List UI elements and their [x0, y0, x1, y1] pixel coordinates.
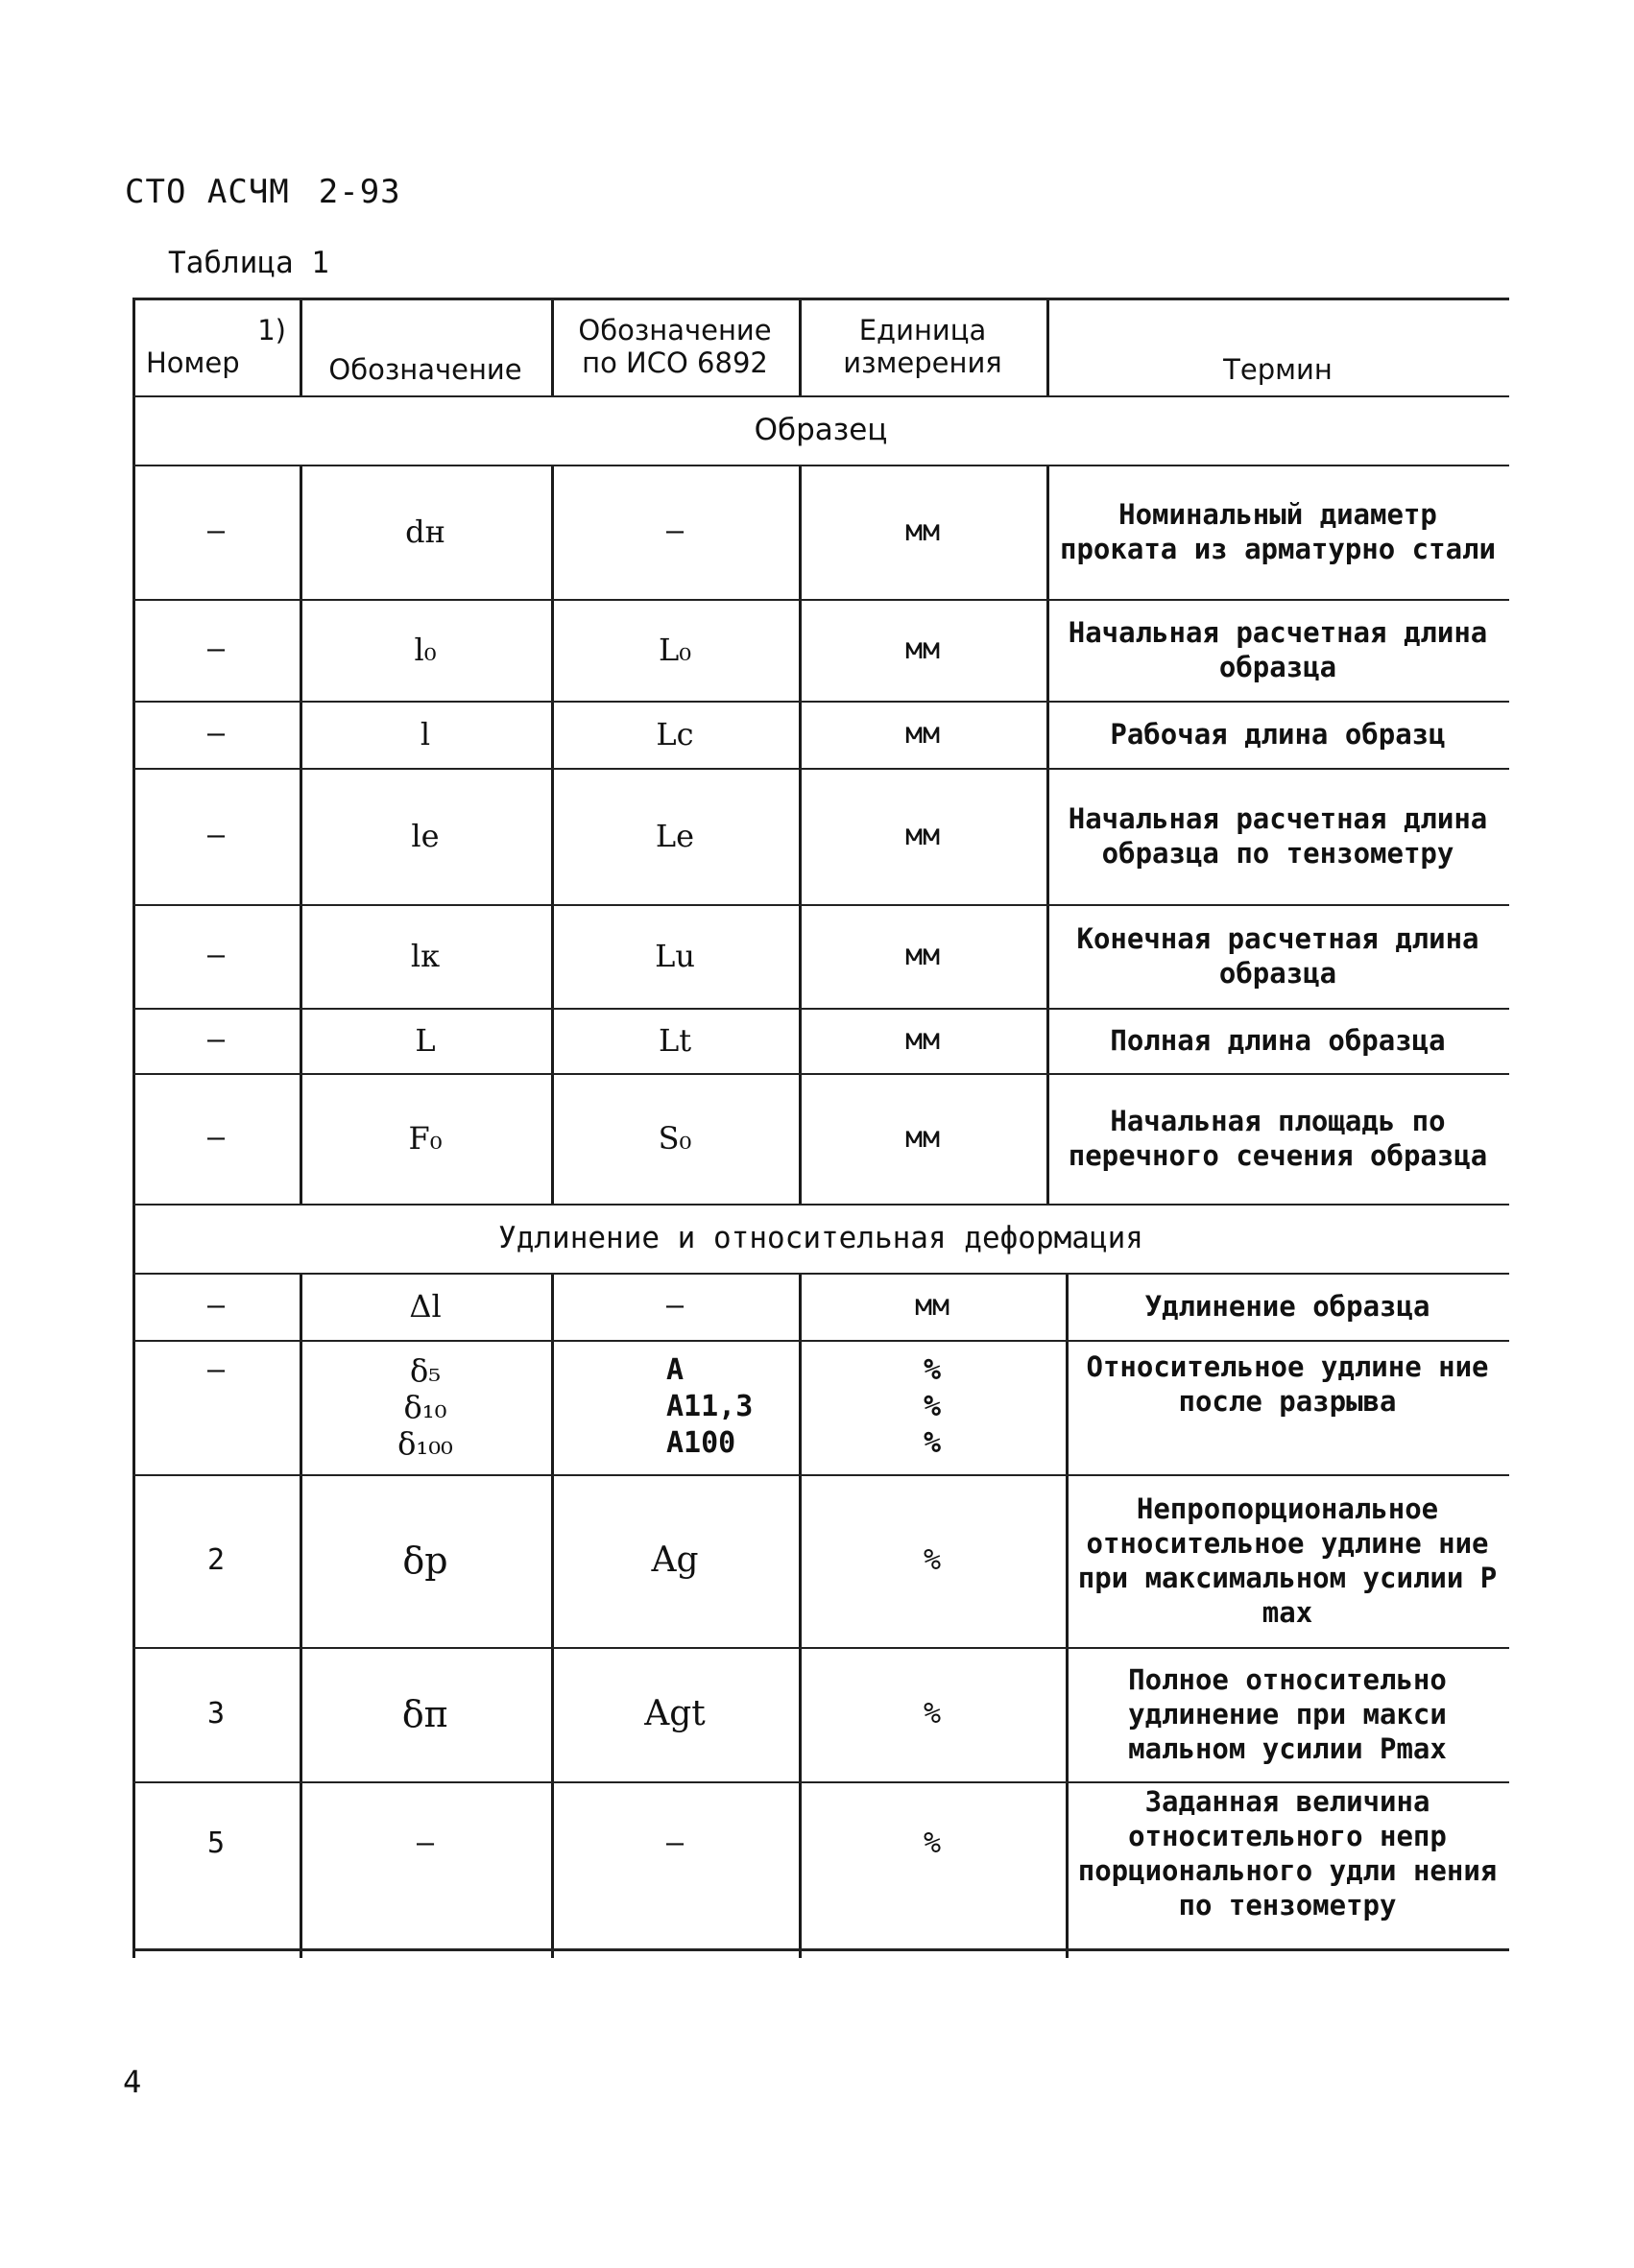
cell-symbol: Δl: [409, 1288, 442, 1325]
header-unit: Единица измерения: [843, 314, 1002, 379]
cell-number: –: [206, 633, 226, 666]
cell-symbol: L: [415, 1022, 436, 1059]
cell-iso: Lc: [656, 716, 694, 752]
unit-percent: %: [923, 1353, 942, 1387]
cell-number: 2: [206, 1543, 226, 1577]
cell-iso: Le: [655, 818, 695, 854]
header-number: [132, 298, 300, 395]
cell-unit: мм: [904, 514, 941, 548]
cell-unit: %: [923, 1826, 942, 1860]
cell-number: 3: [206, 1697, 226, 1731]
symbol-delta-100: δ₁₀₀: [397, 1425, 453, 1462]
cell-symbol-group: [300, 1340, 551, 1474]
cell-iso-group: [551, 1340, 799, 1474]
cell-number: –: [206, 1023, 226, 1057]
symbol-delta-10: δ₁₀: [403, 1389, 447, 1425]
iso-a11: A11,3: [666, 1390, 754, 1423]
cell-number: –: [206, 717, 226, 751]
iso-a100: A100: [666, 1426, 736, 1460]
table-border-bottom: [132, 1948, 1509, 1951]
cell-iso: Ag: [651, 1540, 699, 1580]
cell-number: 5: [206, 1826, 226, 1860]
section-title: Удлинение и относительная деформация: [498, 1221, 1143, 1255]
cell-term: Номинальный диаметр проката из арматурно стали: [1060, 498, 1496, 565]
cell-symbol: δp: [402, 1540, 448, 1582]
cell-term: Непропорциональное относительное удлине ние при максимальном усилии P max: [1077, 1492, 1498, 1629]
cell-unit: мм: [914, 1289, 950, 1323]
number-footnote: 1): [257, 314, 286, 346]
section-title: Образец: [754, 413, 888, 447]
cell-symbol: lк: [410, 938, 441, 974]
cell-number: –: [206, 819, 226, 852]
cell-symbol: –: [416, 1826, 435, 1860]
unit-percent: %: [923, 1426, 942, 1460]
cell-iso: S₀: [658, 1120, 692, 1157]
table-caption: Таблица 1: [168, 246, 329, 280]
cell-symbol: F₀: [408, 1120, 443, 1157]
cell-unit: мм: [904, 717, 941, 751]
cell-unit: %: [923, 1697, 942, 1731]
header-iso: Обозначение по ИСО 6892: [578, 314, 772, 379]
cell-iso: Lt: [658, 1022, 692, 1059]
cell-symbol: le: [411, 818, 440, 854]
cell-iso: Agt: [644, 1694, 706, 1733]
cell-unit-group: [799, 1340, 1066, 1474]
terms-table: [132, 298, 1509, 1958]
symbol-delta-5: δ₅: [409, 1352, 442, 1389]
cell-symbol: l₀: [414, 632, 437, 668]
document-number: 2-93: [318, 173, 401, 211]
cell-unit: мм: [904, 939, 941, 972]
cell-number: –: [206, 1289, 226, 1323]
cell-term: Заданная величина относительного непр порционального удли нения по тензометру: [1077, 1785, 1498, 1922]
cell-number: –: [206, 1353, 226, 1387]
cell-unit: мм: [904, 1023, 941, 1057]
cell-term: Полное относительно удлинение при макси мальном усилии Pmax: [1128, 1663, 1447, 1765]
iso-a: A: [666, 1353, 685, 1387]
cell-iso: Lu: [655, 938, 695, 974]
cell-term: Начальная расчетная длина образца: [1068, 616, 1488, 683]
document-header: [125, 173, 401, 211]
cell-unit: мм: [904, 633, 941, 666]
cell-number: –: [206, 514, 226, 548]
page-number: 4: [123, 2064, 142, 2100]
cell-term: Удлинение образца: [1144, 1290, 1430, 1323]
cell-term: Рабочая длина образц: [1110, 718, 1446, 751]
cell-number: –: [206, 1121, 226, 1155]
cell-iso: –: [665, 1826, 685, 1860]
cell-iso: –: [665, 514, 685, 548]
cell-symbol: dн: [405, 513, 445, 550]
cell-iso: L₀: [658, 632, 692, 668]
cell-symbol: δп: [401, 1693, 449, 1735]
header-term: Термин: [1223, 353, 1333, 386]
document-code: СТО АСЧМ: [125, 173, 290, 211]
cell-term: Конечная расчетная длина образца: [1076, 922, 1479, 990]
cell-iso: –: [665, 1289, 685, 1323]
number-label: Номер: [146, 346, 240, 379]
cell-term: Начальная расчетная длина образца по тензометру: [1068, 802, 1488, 870]
unit-percent: %: [923, 1390, 942, 1423]
cell-number: –: [206, 939, 226, 972]
cell-symbol: l: [420, 716, 431, 752]
cell-term: Полная длина образца: [1110, 1024, 1446, 1057]
cell-unit: мм: [904, 1121, 941, 1155]
cell-term: Начальная площадь по перечного сечения образца: [1068, 1105, 1488, 1172]
cell-term: Относительное удлине ние после разрыва: [1086, 1350, 1489, 1418]
header-designation: Обозначение: [328, 353, 522, 386]
cell-unit: мм: [904, 819, 941, 852]
cell-unit: %: [923, 1543, 942, 1577]
